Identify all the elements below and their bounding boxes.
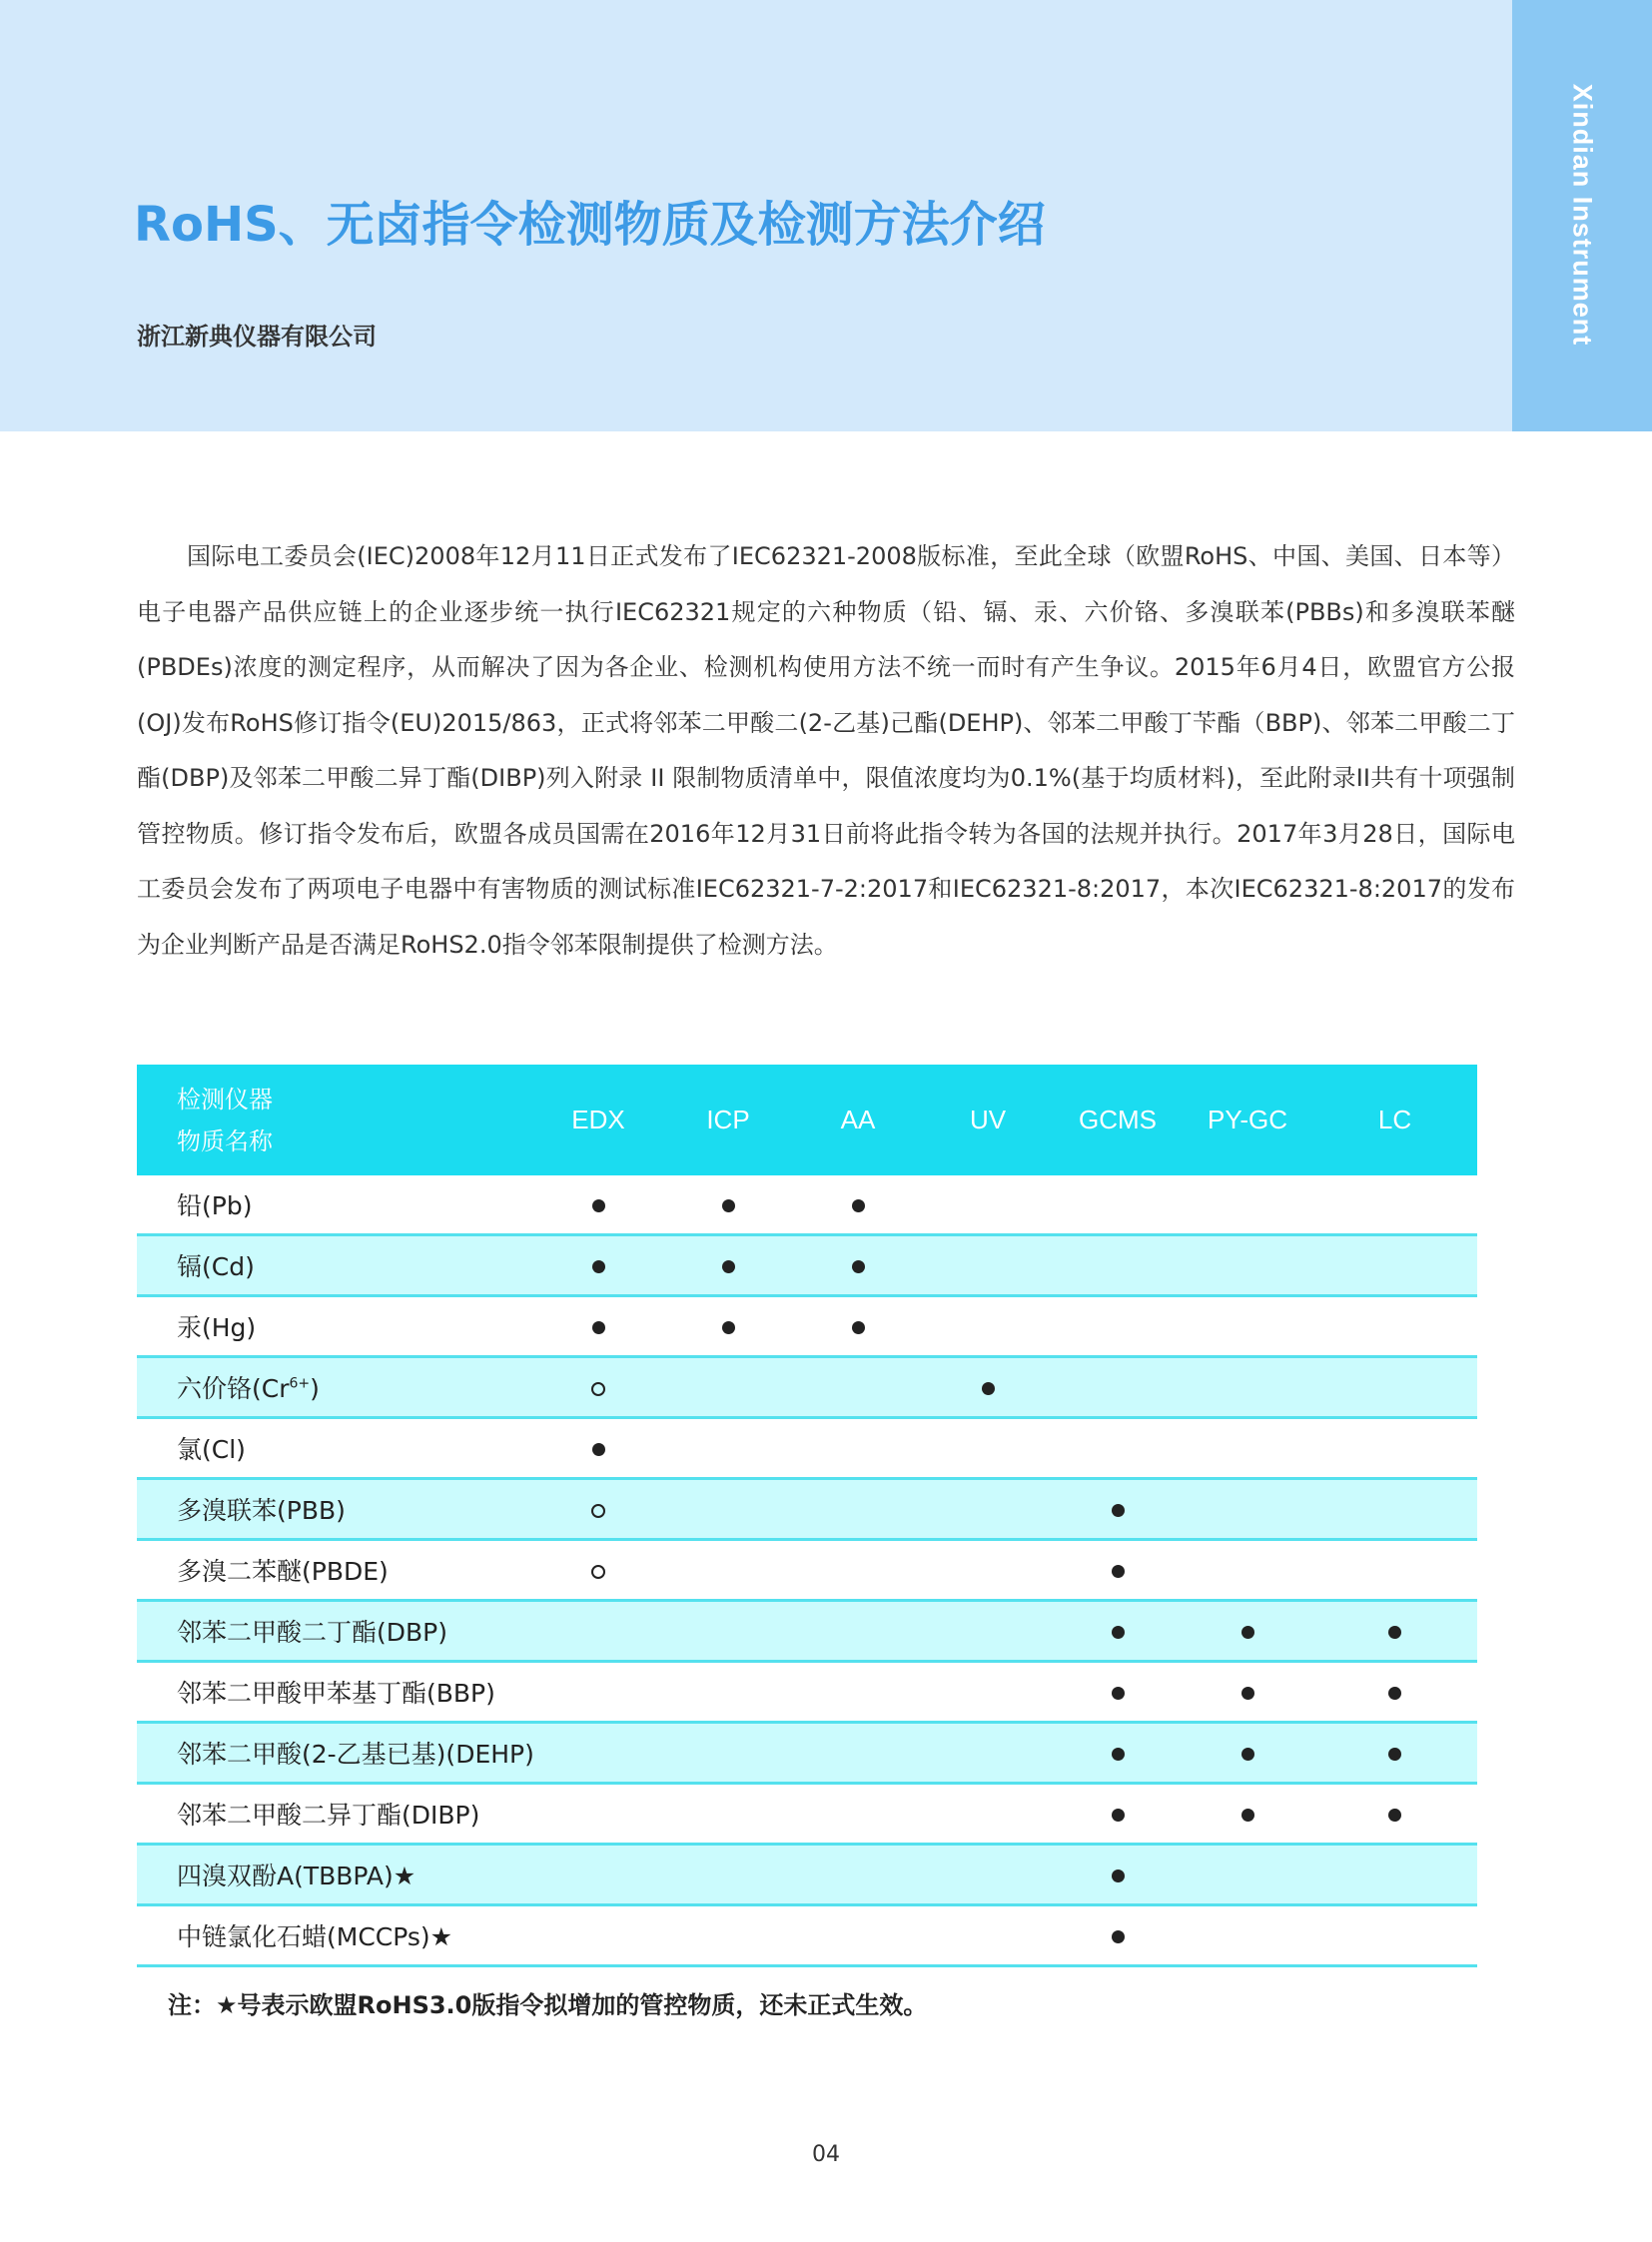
- method-cell-uv: [923, 1601, 1053, 1662]
- table-corner-header: [137, 1065, 533, 1175]
- method-cell-aa: [793, 1479, 923, 1540]
- method-cell-py-gc: [1183, 1540, 1312, 1601]
- column-header-lc: LC: [1312, 1065, 1477, 1175]
- header-instrument-label: 检测仪器: [177, 1085, 273, 1114]
- filled-dot-icon: [852, 1321, 865, 1334]
- page-number: 04: [812, 2142, 840, 2167]
- method-cell-uv: [923, 1845, 1053, 1905]
- method-cell-gcms: [1053, 1845, 1183, 1905]
- substance-name: 四溴双酚A(TBBPA)★: [177, 1862, 416, 1890]
- table-row: [137, 1175, 1477, 1235]
- method-cell-aa: [793, 1540, 923, 1601]
- method-cell-edx: [533, 1540, 663, 1601]
- method-cell-icp: [663, 1357, 793, 1418]
- column-header-gcms: GCMS: [1053, 1065, 1183, 1175]
- method-cell-icp: [663, 1296, 793, 1357]
- table-row: [137, 1357, 1477, 1418]
- substance-name: 多溴二苯醚(PBDE): [177, 1557, 389, 1586]
- column-header-py-gc: PY-GC: [1183, 1065, 1312, 1175]
- substance-name-cell: [137, 1357, 533, 1418]
- substance-name: 六价铬(Cr: [177, 1374, 290, 1403]
- substance-name: 铅(Pb): [177, 1191, 253, 1220]
- filled-dot-icon: [1241, 1626, 1254, 1639]
- substance-name-cell: [137, 1235, 533, 1296]
- filled-dot-icon: [982, 1382, 995, 1395]
- method-cell-icp: [663, 1479, 793, 1540]
- method-cell-gcms: [1053, 1540, 1183, 1601]
- method-cell-edx: [533, 1723, 663, 1784]
- table-row: [137, 1479, 1477, 1540]
- substance-name-cell: [137, 1418, 533, 1479]
- method-cell-py-gc: [1183, 1175, 1312, 1235]
- method-cell-edx: [533, 1418, 663, 1479]
- filled-dot-icon: [592, 1199, 605, 1212]
- method-cell-lc: [1312, 1662, 1477, 1723]
- method-cell-uv: [923, 1784, 1053, 1845]
- substance-name-cell: [137, 1723, 533, 1784]
- substance-superscript: 6+: [289, 1375, 311, 1392]
- method-cell-py-gc: [1183, 1845, 1312, 1905]
- method-cell-aa: [793, 1296, 923, 1357]
- method-cell-edx: [533, 1784, 663, 1845]
- method-cell-gcms: [1053, 1784, 1183, 1845]
- table-row: [137, 1296, 1477, 1357]
- method-cell-gcms: [1053, 1418, 1183, 1479]
- method-cell-edx: [533, 1601, 663, 1662]
- method-cell-py-gc: [1183, 1235, 1312, 1296]
- filled-dot-icon: [592, 1260, 605, 1273]
- filled-dot-icon: [1112, 1626, 1125, 1639]
- substance-name-cell: [137, 1662, 533, 1723]
- table-row: [137, 1784, 1477, 1845]
- method-cell-lc: [1312, 1235, 1477, 1296]
- method-cell-icp: [663, 1723, 793, 1784]
- column-header-aa: AA: [793, 1065, 923, 1175]
- method-cell-py-gc: [1183, 1723, 1312, 1784]
- table-row: [137, 1540, 1477, 1601]
- method-cell-lc: [1312, 1418, 1477, 1479]
- filled-dot-icon: [592, 1443, 605, 1456]
- filled-dot-icon: [1112, 1687, 1125, 1700]
- substance-name: 邻苯二甲酸二丁酯(DBP): [177, 1618, 447, 1647]
- hollow-circle-icon: [591, 1504, 605, 1518]
- method-cell-uv: [923, 1540, 1053, 1601]
- filled-dot-icon: [1388, 1748, 1401, 1761]
- method-cell-gcms: [1053, 1601, 1183, 1662]
- method-cell-edx: [533, 1905, 663, 1966]
- column-header-uv: UV: [923, 1065, 1053, 1175]
- filled-dot-icon: [1388, 1809, 1401, 1822]
- table-body: [137, 1175, 1477, 1966]
- method-cell-lc: [1312, 1845, 1477, 1905]
- brand-side-text: Xindian Instrument: [1567, 83, 1598, 347]
- method-cell-lc: [1312, 1540, 1477, 1601]
- method-cell-py-gc: [1183, 1296, 1312, 1357]
- method-cell-uv: [923, 1175, 1053, 1235]
- substance-name: 中链氯化石蜡(MCCPs)★: [177, 1922, 453, 1951]
- method-cell-icp: [663, 1845, 793, 1905]
- method-cell-py-gc: [1183, 1601, 1312, 1662]
- method-cell-aa: [793, 1662, 923, 1723]
- method-cell-py-gc: [1183, 1784, 1312, 1845]
- method-cell-uv: [923, 1296, 1053, 1357]
- method-cell-lc: [1312, 1784, 1477, 1845]
- method-cell-edx: [533, 1662, 663, 1723]
- method-cell-edx: [533, 1296, 663, 1357]
- method-cell-icp: [663, 1540, 793, 1601]
- method-cell-aa: [793, 1175, 923, 1235]
- method-cell-gcms: [1053, 1905, 1183, 1966]
- method-cell-lc: [1312, 1723, 1477, 1784]
- method-cell-edx: [533, 1175, 663, 1235]
- substance-name-cell: [137, 1601, 533, 1662]
- method-cell-uv: [923, 1418, 1053, 1479]
- method-cell-icp: [663, 1662, 793, 1723]
- substance-name-cell: [137, 1540, 533, 1601]
- method-cell-aa: [793, 1235, 923, 1296]
- filled-dot-icon: [852, 1199, 865, 1212]
- method-cell-icp: [663, 1905, 793, 1966]
- method-cell-lc: [1312, 1296, 1477, 1357]
- method-cell-gcms: [1053, 1662, 1183, 1723]
- filled-dot-icon: [592, 1321, 605, 1334]
- method-cell-uv: [923, 1905, 1053, 1966]
- filled-dot-icon: [1241, 1687, 1254, 1700]
- method-cell-aa: [793, 1784, 923, 1845]
- method-cell-uv: [923, 1357, 1053, 1418]
- table-row: [137, 1235, 1477, 1296]
- detection-methods-table: [137, 1065, 1477, 1967]
- table-row: [137, 1662, 1477, 1723]
- substance-name: 邻苯二甲酸(2-乙基已基)(DEHP): [177, 1740, 534, 1769]
- header-substance-label: 物质名称: [177, 1126, 273, 1155]
- hollow-circle-icon: [591, 1565, 605, 1579]
- method-cell-icp: [663, 1175, 793, 1235]
- method-cell-aa: [793, 1601, 923, 1662]
- table-row: [137, 1905, 1477, 1966]
- column-header-edx: EDX: [533, 1065, 663, 1175]
- page-title: RoHS、无卤指令检测物质及检测方法介绍: [134, 197, 1046, 253]
- method-cell-lc: [1312, 1357, 1477, 1418]
- method-cell-uv: [923, 1723, 1053, 1784]
- method-cell-py-gc: [1183, 1662, 1312, 1723]
- filled-dot-icon: [1241, 1809, 1254, 1822]
- method-cell-gcms: [1053, 1175, 1183, 1235]
- substance-name: 镉(Cd): [177, 1252, 255, 1281]
- table-header-row: [137, 1065, 1477, 1175]
- table-row: [137, 1601, 1477, 1662]
- substance-name-cell: [137, 1296, 533, 1357]
- filled-dot-icon: [722, 1199, 735, 1212]
- filled-dot-icon: [722, 1321, 735, 1334]
- method-cell-aa: [793, 1905, 923, 1966]
- filled-dot-icon: [1112, 1504, 1125, 1517]
- method-cell-aa: [793, 1845, 923, 1905]
- filled-dot-icon: [1112, 1748, 1125, 1761]
- filled-dot-icon: [1112, 1809, 1125, 1822]
- method-cell-py-gc: [1183, 1357, 1312, 1418]
- substance-name: 多溴联苯(PBB): [177, 1496, 346, 1525]
- substance-name: 汞(Hg): [177, 1313, 257, 1342]
- method-cell-lc: [1312, 1601, 1477, 1662]
- filled-dot-icon: [852, 1260, 865, 1273]
- substance-name-cell: [137, 1479, 533, 1540]
- method-cell-py-gc: [1183, 1418, 1312, 1479]
- footnote: 注：★号表示欧盟RoHS3.0版指令拟增加的管控物质，还未正式生效。: [168, 1991, 928, 2019]
- filled-dot-icon: [1241, 1748, 1254, 1761]
- company-name: 浙江新典仪器有限公司: [137, 323, 377, 351]
- method-cell-edx: [533, 1479, 663, 1540]
- intro-paragraph: 国际电工委员会(IEC)2008年12月11日正式发布了IEC62321-2008版标准，至此全球（欧盟RoHS、中国、美国、日本等）电子电器产品供应链上的企业逐步统一执行IEC62321规定的六种物质（铅、镉、汞、六价铬、多溴联苯(PBBs)和多溴联苯醚(PBDEs)浓度的测定程序，从而解决了因为各企业、检测机构使用方法不统一而时有产生争议。2015年6月4日，欧盟官方公报(OJ)发布RoHS修订指令(EU)2015/863，正式将邻苯二甲酸二(2-乙基)己酯(DEHP)、邻苯二甲酸丁苄酯（BBP)、邻苯二甲酸二丁酯(DBP)及邻苯二甲酸二异丁酯(DIBP)列入附录 II 限制物质清单中，限值浓度均为0.1%(基于均质材料)，至此附录II共有十项强制管控物质。修订指令发布后，欧盟各成员国需在2016年12月31日前将此指令转为各国的法规并执行。2017年3月28日，国际电工委员会发布了两项电子电器中有害物质的测试标准IEC62321-7-2:2017和IEC62321-8:2017，本次IEC62321-8:2017的发布为企业判断产品是否满足RoHS2.0指令邻苯限制提供了检测方法。: [137, 542, 1515, 959]
- intro-paragraph-block: [137, 529, 1515, 973]
- filled-dot-icon: [722, 1260, 735, 1273]
- substance-name-cell: [137, 1905, 533, 1966]
- method-cell-icp: [663, 1784, 793, 1845]
- method-cell-lc: [1312, 1479, 1477, 1540]
- method-cell-gcms: [1053, 1357, 1183, 1418]
- filled-dot-icon: [1388, 1687, 1401, 1700]
- method-cell-uv: [923, 1479, 1053, 1540]
- table-row: [137, 1418, 1477, 1479]
- method-cell-aa: [793, 1723, 923, 1784]
- method-cell-icp: [663, 1418, 793, 1479]
- substance-name-cell: [137, 1175, 533, 1235]
- column-header-icp: ICP: [663, 1065, 793, 1175]
- substance-name-suffix: ): [310, 1374, 320, 1403]
- method-cell-py-gc: [1183, 1905, 1312, 1966]
- substance-name-cell: [137, 1784, 533, 1845]
- filled-dot-icon: [1112, 1869, 1125, 1882]
- hollow-circle-icon: [591, 1382, 605, 1396]
- method-cell-edx: [533, 1235, 663, 1296]
- table-row: [137, 1845, 1477, 1905]
- method-cell-gcms: [1053, 1235, 1183, 1296]
- filled-dot-icon: [1112, 1930, 1125, 1943]
- substance-name: 邻苯二甲酸甲苯基丁酯(BBP): [177, 1679, 495, 1708]
- method-cell-py-gc: [1183, 1479, 1312, 1540]
- substance-name: 氯(Cl): [177, 1435, 246, 1464]
- method-cell-edx: [533, 1845, 663, 1905]
- filled-dot-icon: [1388, 1626, 1401, 1639]
- method-cell-lc: [1312, 1905, 1477, 1966]
- substance-name: 邻苯二甲酸二异丁酯(DIBP): [177, 1801, 480, 1830]
- filled-dot-icon: [1112, 1565, 1125, 1578]
- method-cell-aa: [793, 1418, 923, 1479]
- method-cell-uv: [923, 1662, 1053, 1723]
- table-row: [137, 1723, 1477, 1784]
- method-cell-uv: [923, 1235, 1053, 1296]
- method-cell-aa: [793, 1357, 923, 1418]
- method-cell-icp: [663, 1601, 793, 1662]
- method-cell-lc: [1312, 1175, 1477, 1235]
- method-cell-gcms: [1053, 1723, 1183, 1784]
- method-cell-gcms: [1053, 1479, 1183, 1540]
- method-cell-icp: [663, 1235, 793, 1296]
- method-cell-edx: [533, 1357, 663, 1418]
- method-cell-gcms: [1053, 1296, 1183, 1357]
- substance-name-cell: [137, 1845, 533, 1905]
